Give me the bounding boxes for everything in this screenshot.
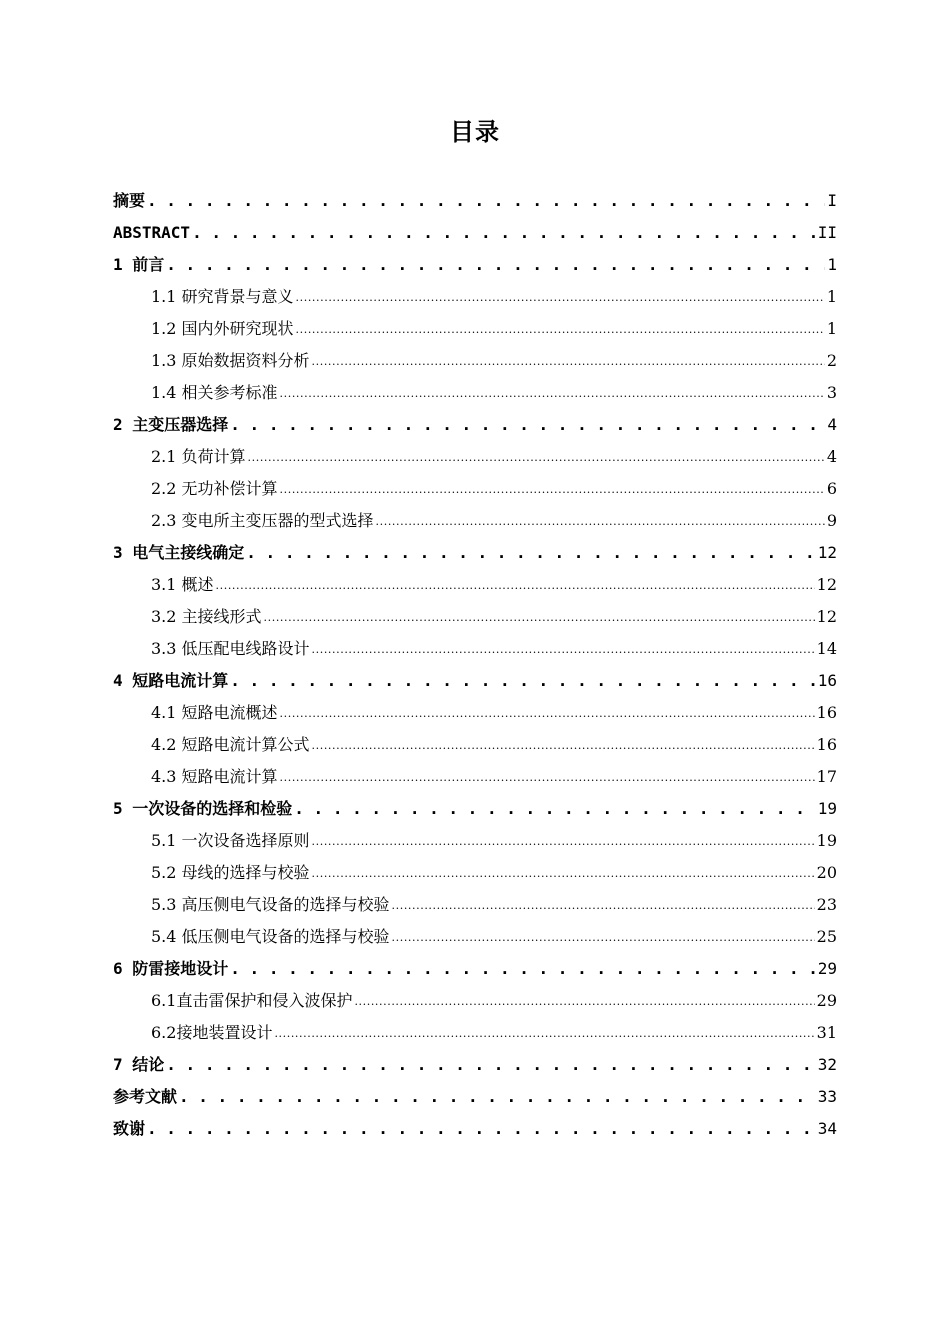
- toc-entry-page-number: 34: [817, 1119, 837, 1138]
- toc-dot-leader: [312, 734, 815, 756]
- toc-dot-leader: [216, 574, 815, 596]
- toc-entry-page-number: 33: [817, 1087, 837, 1106]
- toc-section-entry[interactable]: [113, 436, 837, 468]
- toc-entry-label: 4.3 短路电流计算: [151, 767, 278, 786]
- toc-entry-page-number: 29: [817, 959, 837, 978]
- toc-entry-page-number: 29: [816, 991, 837, 1010]
- toc-entry-page-number: I: [827, 191, 837, 210]
- table-of-contents: [113, 180, 837, 1140]
- toc-dot-leader: [230, 414, 825, 436]
- toc-entry-label: 6 防雷接地设计: [113, 959, 229, 978]
- toc-entry-page-number: 12: [817, 543, 837, 562]
- toc-entry-page-number: 1: [826, 287, 837, 306]
- toc-section-entry[interactable]: [113, 628, 837, 660]
- toc-dot-leader: [296, 318, 825, 340]
- toc-entry-label: 2 主变压器选择: [113, 415, 229, 434]
- toc-dot-leader: [280, 766, 815, 788]
- toc-entry-page-number: 4: [826, 447, 837, 466]
- toc-chapter-entry[interactable]: [113, 1044, 837, 1076]
- toc-entry-label: 2.3 变电所主变压器的型式选择: [151, 511, 374, 530]
- toc-dot-leader: [392, 894, 815, 916]
- toc-dot-leader: [312, 638, 815, 660]
- toc-entry-page-number: 32: [817, 1055, 837, 1074]
- toc-entry-page-number: 16: [817, 671, 837, 690]
- toc-entry-page-number: 16: [816, 703, 837, 722]
- toc-chapter-entry[interactable]: [113, 660, 837, 692]
- toc-section-entry[interactable]: [113, 884, 837, 916]
- toc-dot-leader: [248, 446, 825, 468]
- toc-section-entry[interactable]: [113, 340, 837, 372]
- toc-entry-page-number: 1: [826, 319, 837, 338]
- toc-section-entry[interactable]: [113, 500, 837, 532]
- toc-entry-page-number: 9: [826, 511, 837, 530]
- toc-entry-label: 致谢: [113, 1119, 146, 1138]
- toc-dot-leader: [179, 1086, 816, 1108]
- toc-dot-leader: [280, 478, 825, 500]
- toc-section-entry[interactable]: [113, 276, 837, 308]
- toc-entry-page-number: 31: [816, 1023, 837, 1042]
- toc-section-entry[interactable]: [113, 756, 837, 788]
- toc-entry-label: 1.3 原始数据资料分析: [151, 351, 310, 370]
- toc-entry-page-number: 2: [826, 351, 837, 370]
- toc-entry-label: 5.3 高压侧电气设备的选择与校验: [151, 895, 390, 914]
- toc-entry-label: 5.1 一次设备选择原则: [151, 831, 310, 850]
- toc-entry-page-number: 25: [816, 927, 837, 946]
- toc-entry-label: 参考文献: [113, 1087, 178, 1106]
- toc-entry-label: 摘要: [113, 191, 146, 210]
- toc-dot-leader: [147, 1118, 816, 1140]
- toc-entry-label: 3 电气主接线确定: [113, 543, 245, 562]
- toc-dot-leader: [312, 830, 815, 852]
- toc-section-entry[interactable]: [113, 852, 837, 884]
- toc-entry-label: 2.2 无功补偿计算: [151, 479, 278, 498]
- toc-entry-label: 5.4 低压侧电气设备的选择与校验: [151, 927, 390, 946]
- toc-entry-page-number: 23: [816, 895, 837, 914]
- toc-dot-leader: [274, 1022, 814, 1044]
- toc-dot-leader: [147, 190, 825, 212]
- toc-entry-label: ABSTRACT: [113, 223, 191, 242]
- toc-title: 目录: [450, 118, 500, 146]
- toc-entry-label: 1 前言: [113, 255, 165, 274]
- toc-entry-page-number: 12: [816, 607, 837, 626]
- toc-entry-label: 4 短路电流计算: [113, 671, 229, 690]
- toc-chapter-entry[interactable]: [113, 788, 837, 820]
- toc-section-entry[interactable]: [113, 468, 837, 500]
- toc-dot-leader: [392, 926, 815, 948]
- toc-dot-leader: [230, 958, 815, 980]
- toc-chapter-entry[interactable]: [113, 1076, 837, 1108]
- toc-entry-label: 1.1 研究背景与意义: [151, 287, 294, 306]
- toc-entry-label: 7 结论: [113, 1055, 165, 1074]
- toc-section-entry[interactable]: [113, 916, 837, 948]
- toc-entry-page-number: 20: [816, 863, 837, 882]
- toc-chapter-entry[interactable]: [113, 212, 837, 244]
- toc-dot-leader: [294, 798, 815, 820]
- toc-dot-leader: [280, 382, 825, 404]
- toc-entry-label: 3.3 低压配电线路设计: [151, 639, 310, 658]
- toc-entry-label: 3.2 主接线形式: [151, 607, 262, 626]
- toc-entry-page-number: 3: [826, 383, 837, 402]
- toc-dot-leader: [354, 990, 814, 1012]
- toc-dot-leader: [280, 702, 815, 724]
- toc-dot-leader: [166, 254, 825, 276]
- toc-entry-label: 4.1 短路电流概述: [151, 703, 278, 722]
- toc-chapter-entry[interactable]: [113, 532, 837, 564]
- toc-dot-leader: [166, 1054, 815, 1076]
- toc-entry-label: 1.4 相关参考标准: [151, 383, 278, 402]
- toc-section-entry[interactable]: [113, 820, 837, 852]
- toc-entry-label: 5 一次设备的选择和检验: [113, 799, 293, 818]
- toc-entry-label: 2.1 负荷计算: [151, 447, 246, 466]
- toc-entry-page-number: 6: [826, 479, 837, 498]
- toc-section-entry[interactable]: [113, 564, 837, 596]
- toc-section-entry[interactable]: [113, 724, 837, 756]
- toc-entry-label: 5.2 母线的选择与校验: [151, 863, 310, 882]
- toc-section-entry[interactable]: [113, 980, 837, 1012]
- toc-dot-leader: [312, 350, 825, 372]
- toc-dot-leader: [246, 542, 815, 564]
- toc-section-entry[interactable]: [113, 1012, 837, 1044]
- toc-entry-page-number: 14: [816, 639, 837, 658]
- toc-section-entry[interactable]: [113, 308, 837, 340]
- toc-entry-page-number: 16: [816, 735, 837, 754]
- toc-entry-label: 6.2接地装置设计: [151, 1023, 273, 1042]
- toc-section-entry[interactable]: [113, 692, 837, 724]
- toc-chapter-entry[interactable]: [113, 244, 837, 276]
- toc-section-entry[interactable]: [113, 372, 837, 404]
- toc-entry-page-number: 4: [827, 415, 837, 434]
- toc-chapter-entry[interactable]: [113, 1108, 837, 1140]
- toc-chapter-entry[interactable]: [113, 948, 837, 980]
- toc-entry-page-number: II: [817, 223, 837, 242]
- toc-dot-leader: [296, 286, 825, 308]
- toc-entry-page-number: 17: [816, 767, 837, 786]
- toc-chapter-entry[interactable]: [113, 404, 837, 436]
- toc-dot-leader: [230, 670, 815, 692]
- toc-entry-label: 3.1 概述: [151, 575, 214, 594]
- toc-entry-label: 6.1直击雷保护和侵入波保护: [151, 991, 353, 1010]
- toc-dot-leader: [376, 510, 825, 532]
- toc-chapter-entry[interactable]: [113, 180, 837, 212]
- toc-dot-leader: [192, 222, 816, 244]
- toc-dot-leader: [264, 606, 815, 628]
- toc-dot-leader: [312, 862, 815, 884]
- toc-entry-label: 1.2 国内外研究现状: [151, 319, 294, 338]
- toc-entry-page-number: 12: [816, 575, 837, 594]
- toc-section-entry[interactable]: [113, 596, 837, 628]
- toc-entry-page-number: 19: [817, 799, 837, 818]
- toc-entry-page-number: 19: [816, 831, 837, 850]
- toc-entry-label: 4.2 短路电流计算公式: [151, 735, 310, 754]
- toc-entry-page-number: 1: [827, 255, 837, 274]
